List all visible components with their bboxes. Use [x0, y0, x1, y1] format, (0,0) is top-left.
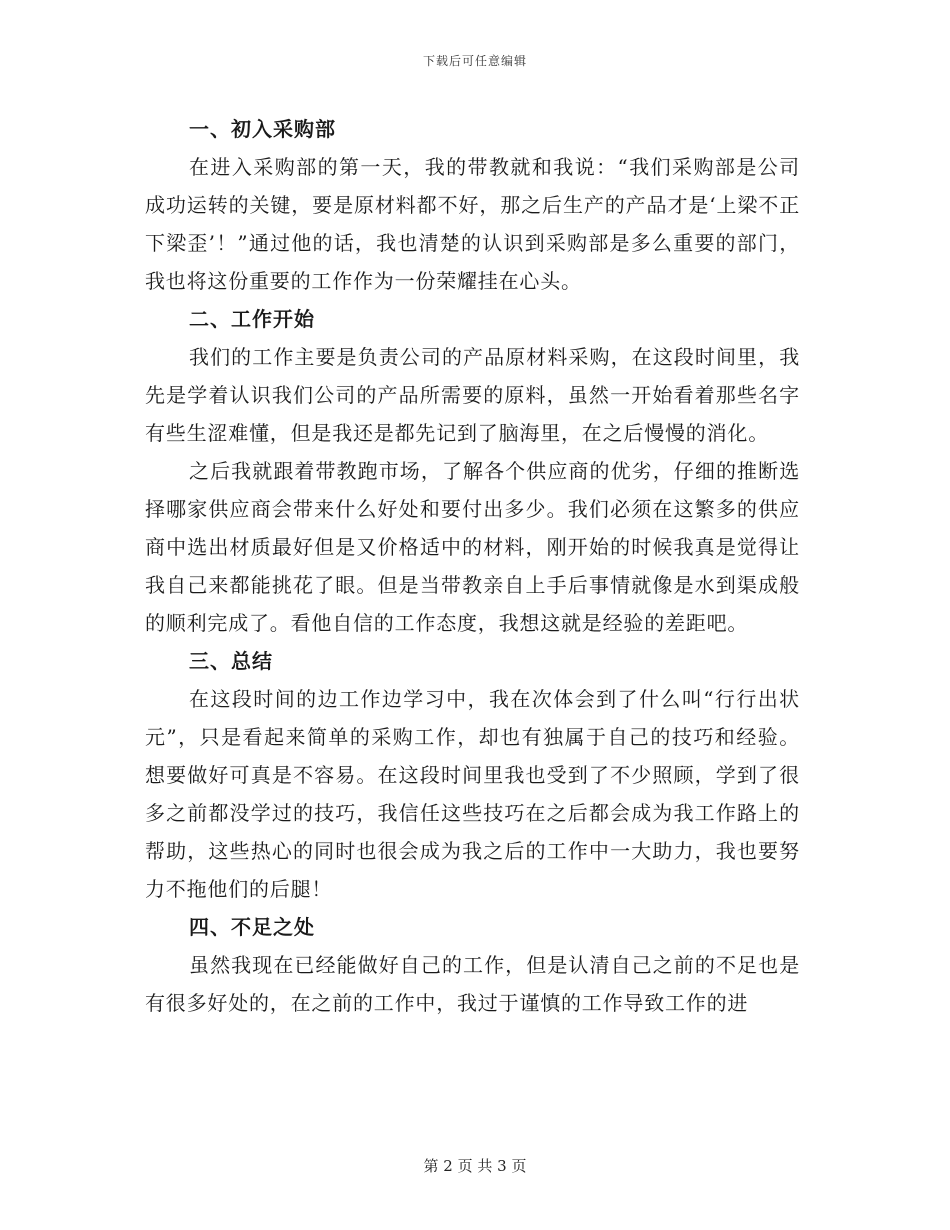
paragraph: 在这段时间的边工作边学习中，我在次体会到了什么叫“行行出状元”，只是看起来简单的采购工作，却也有独属于自己的技巧和经验。想要做好可真是不容易。在这段时间里我也受到了不少照顾，学到了很多之前都没学过的技巧，我信任这些技巧在之后都会成为我工作路上的帮助，这些热心的同时也很会成为我之后的工作中一大助力，我也要努力不拖他们的后腿！ [145, 687, 800, 901]
section-4 [145, 908, 800, 1022]
header-note: 下载后可任意编辑 [422, 54, 527, 68]
page-number: 第 2 页 共 3 页 [423, 1157, 527, 1175]
document-body [145, 110, 800, 1022]
section-3 [145, 642, 800, 908]
section-1 [145, 110, 800, 300]
section-heading: 四、不足之处 [189, 915, 315, 939]
paragraph: 我们的工作主要是负责公司的产品原材料采购，在这段时间里，我先是学着认识我们公司的产品所需要的原料，虽然一开始看着那些名字有些生涩难懂，但是我还是都先记到了脑海里，在之后慢慢的消化。 [145, 345, 800, 445]
section-heading: 三、总结 [189, 649, 273, 673]
section-2 [145, 300, 800, 642]
paragraph: 之后我就跟着带教跑市场，了解各个供应商的优劣，仔细的推断选择哪家供应商会带来什么好处和要付出多少。我们必须在这繁多的供应商中选出材质最好但是又价格适中的材料，刚开始的时候我真是觉得让我自己来都能挑花了眼。但是当带教亲自上手后事情就像是水到渠成般的顺利完成了。看他自信的工作态度，我想这就是经验的差距吧。 [145, 459, 800, 635]
paragraph: 在进入采购部的第一天，我的带教就和我说：“我们采购部是公司成功运转的关键，要是原材料都不好，那之后生产的产品才是‘上梁不正下梁歪’！”通过他的话，我也清楚的认识到采购部是多么重要的部门，我也将这份重要的工作作为一份荣耀挂在心头。 [145, 155, 800, 293]
paragraph: 虽然我现在已经能做好自己的工作，但是认清自己之前的不足也是有很多好处的，在之前的工作中，我过于谨慎的工作导致工作的进 [145, 953, 800, 1015]
section-heading: 二、工作开始 [189, 307, 315, 331]
section-heading: 一、初入采购部 [189, 117, 336, 141]
